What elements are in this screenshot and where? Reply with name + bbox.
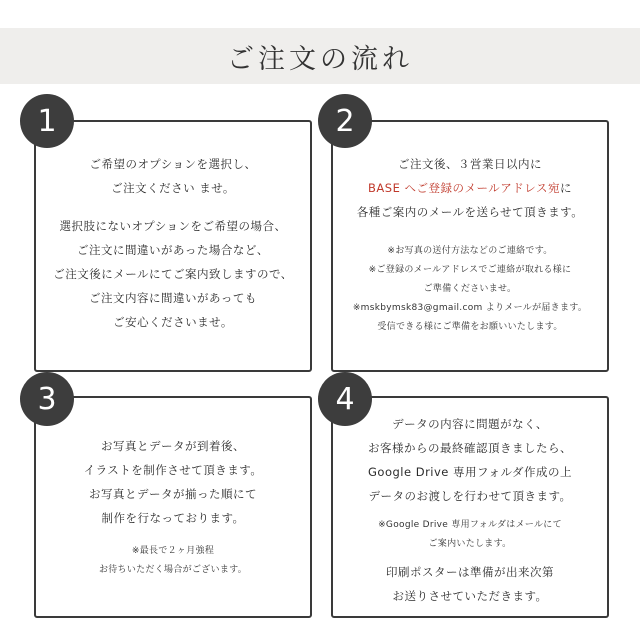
step-4-note: ご案内いたします。 bbox=[428, 539, 512, 549]
step-2-note: 受信できる様にご準備をお願いいたします。 bbox=[377, 322, 563, 332]
step-1-line: ご注文内容に間違いがあっても bbox=[89, 291, 257, 305]
step-4-line: 印刷ポスターは準備が出来次第 bbox=[386, 565, 554, 579]
step-1-line: ご注文後にメールにてご案内致しますので、 bbox=[53, 267, 293, 281]
step-4-note: ※Google Drive 専用フォルダはメールにて bbox=[378, 520, 562, 530]
step-2-note: ※お写真の送付方法などのご連絡です。 bbox=[387, 246, 553, 256]
step-1-line: ご注文ください ませ。 bbox=[111, 181, 235, 195]
page-title: ご注文の流れ bbox=[227, 43, 413, 75]
step-card-4 bbox=[331, 396, 609, 618]
step-card-3 bbox=[34, 396, 312, 618]
step-card-1 bbox=[34, 120, 312, 372]
step-1-line: ご希望のオプションを選択し、 bbox=[89, 157, 257, 171]
step-2-content bbox=[333, 152, 607, 337]
step-1-line: ご注文に間違いがあった場合など、 bbox=[77, 243, 269, 257]
step-3-content bbox=[36, 434, 310, 580]
step-3-note: ※最長で２ヶ月強程 bbox=[131, 546, 215, 556]
step-4-line: お客様からの最終確認頂きましたら、 bbox=[368, 441, 572, 455]
step-3-line: イラストを制作させて頂きます。 bbox=[83, 463, 263, 477]
step-4-line: お送りさせていただきます。 bbox=[392, 589, 548, 603]
step-3-note: お待ちいただく場合がございます。 bbox=[98, 565, 248, 575]
step-number-1: 1 bbox=[20, 94, 74, 148]
step-number-3: 3 bbox=[20, 372, 74, 426]
page-header bbox=[0, 28, 640, 84]
step-2-line: 各種ご案内のメールを送らせて頂きます。 bbox=[356, 205, 584, 219]
email-address-highlight: BASE へご登録のメールアドレス宛 bbox=[368, 181, 560, 195]
step-2-note: ※mskbymsk83@gmail.com よりメールが届きます。 bbox=[352, 303, 588, 313]
step-1-line: 選択肢にないオプションをご希望の場合、 bbox=[59, 219, 287, 233]
step-1-line: ご安心くださいませ。 bbox=[113, 315, 233, 329]
step-4-line: データの内容に問題がなく、 bbox=[392, 417, 548, 431]
step-4-line: データのお渡しを行わせて頂きます。 bbox=[368, 489, 572, 503]
step-2-note: ご準備くださいませ。 bbox=[423, 284, 517, 294]
step-number-2: 2 bbox=[318, 94, 372, 148]
step-2-line-suffix: に bbox=[559, 181, 572, 195]
step-number-4: 4 bbox=[318, 372, 372, 426]
step-card-2 bbox=[331, 120, 609, 372]
step-2-line bbox=[333, 176, 607, 200]
step-2-note: ※ご登録のメールアドレスでご連絡が取れる様に bbox=[368, 265, 572, 275]
step-2-line: ご注文後、３営業日以内に bbox=[398, 157, 542, 171]
step-4-content bbox=[333, 412, 607, 608]
step-3-line: 制作を行なっております。 bbox=[101, 511, 245, 525]
step-1-content bbox=[36, 152, 310, 334]
step-3-line: お写真とデータが到着後、 bbox=[101, 439, 245, 453]
step-3-line: お写真とデータが揃った順にて bbox=[89, 487, 257, 501]
step-4-line: Google Drive 専用フォルダ作成の上 bbox=[368, 465, 572, 479]
